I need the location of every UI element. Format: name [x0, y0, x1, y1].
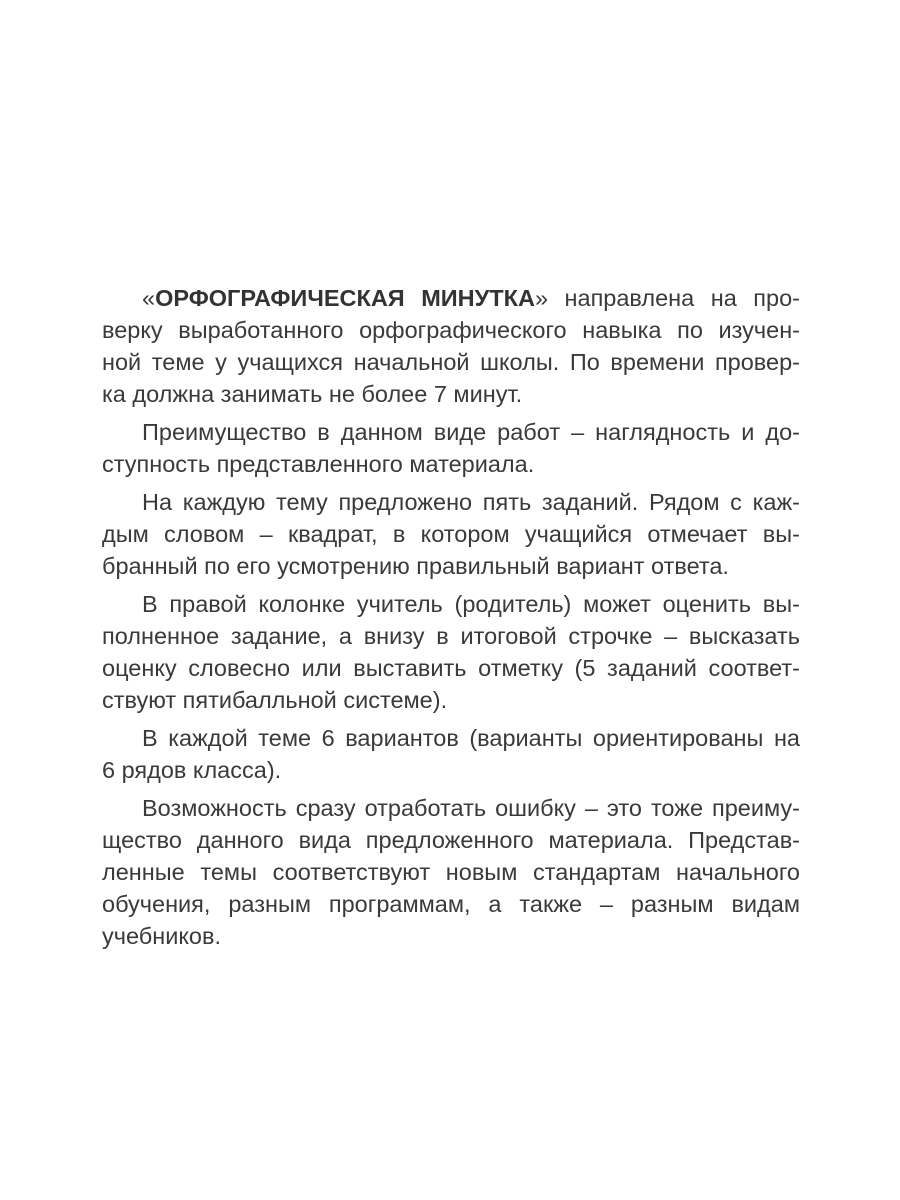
text-line: ка должна занимать не более 7 минут. — [102, 381, 523, 407]
text-line: обучения, разным программам, а также – разным видам — [102, 891, 800, 917]
text-line: бранный по его усмотрению правильный вариант ответа. — [102, 553, 729, 579]
text-line: оценку словесно или выставить отметку (5 заданий соответ- — [102, 655, 800, 681]
body-text — [102, 282, 800, 952]
paragraph-4 — [102, 588, 800, 716]
text-line: учебников. — [102, 923, 221, 949]
text-line: В правой колонке учитель (родитель) может оценить вы- — [142, 591, 800, 617]
bold-title: ОРФОГРАФИЧЕСКАЯ МИНУТКА — [155, 285, 535, 311]
text-line: Возможность сразу отработать ошибку – это тоже преиму- — [142, 795, 800, 821]
text-line: щество данного вида предложенного материала. Представ- — [102, 827, 800, 853]
text-line: В каждой теме 6 вариантов (варианты ориентированы на — [142, 725, 800, 751]
text-line — [102, 282, 800, 314]
paragraph-5 — [102, 722, 800, 786]
text-line: Преимущество в данном виде работ – наглядность и до- — [142, 419, 800, 445]
open-quote: « — [142, 285, 156, 311]
text-line: ствуют пятибалльной системе). — [102, 687, 448, 713]
text-line: полненное задание, а внизу в итоговой строчке – высказать — [102, 623, 800, 649]
text-line: ленные темы соответствуют новым стандартам начального — [102, 859, 800, 885]
paragraph-2 — [102, 416, 800, 480]
text-line: верку выработанного орфографического навыка по изучен- — [102, 317, 800, 343]
text-line: 6 рядов класса). — [102, 757, 282, 783]
text-line: дым словом – квадрат, в котором учащийся отмечает вы- — [102, 521, 800, 547]
text-line: На каждую тему предложено пять заданий. Рядом с каж- — [142, 489, 800, 515]
paragraph-3 — [102, 486, 800, 582]
text-line: ной теме у учащихся начальной школы. По времени провер- — [102, 349, 800, 375]
paragraph-1 — [102, 282, 800, 410]
paragraph-6 — [102, 792, 800, 952]
text-line: ступность представленного материала. — [102, 451, 535, 477]
title-suffix: » направлена на про- — [534, 285, 800, 311]
